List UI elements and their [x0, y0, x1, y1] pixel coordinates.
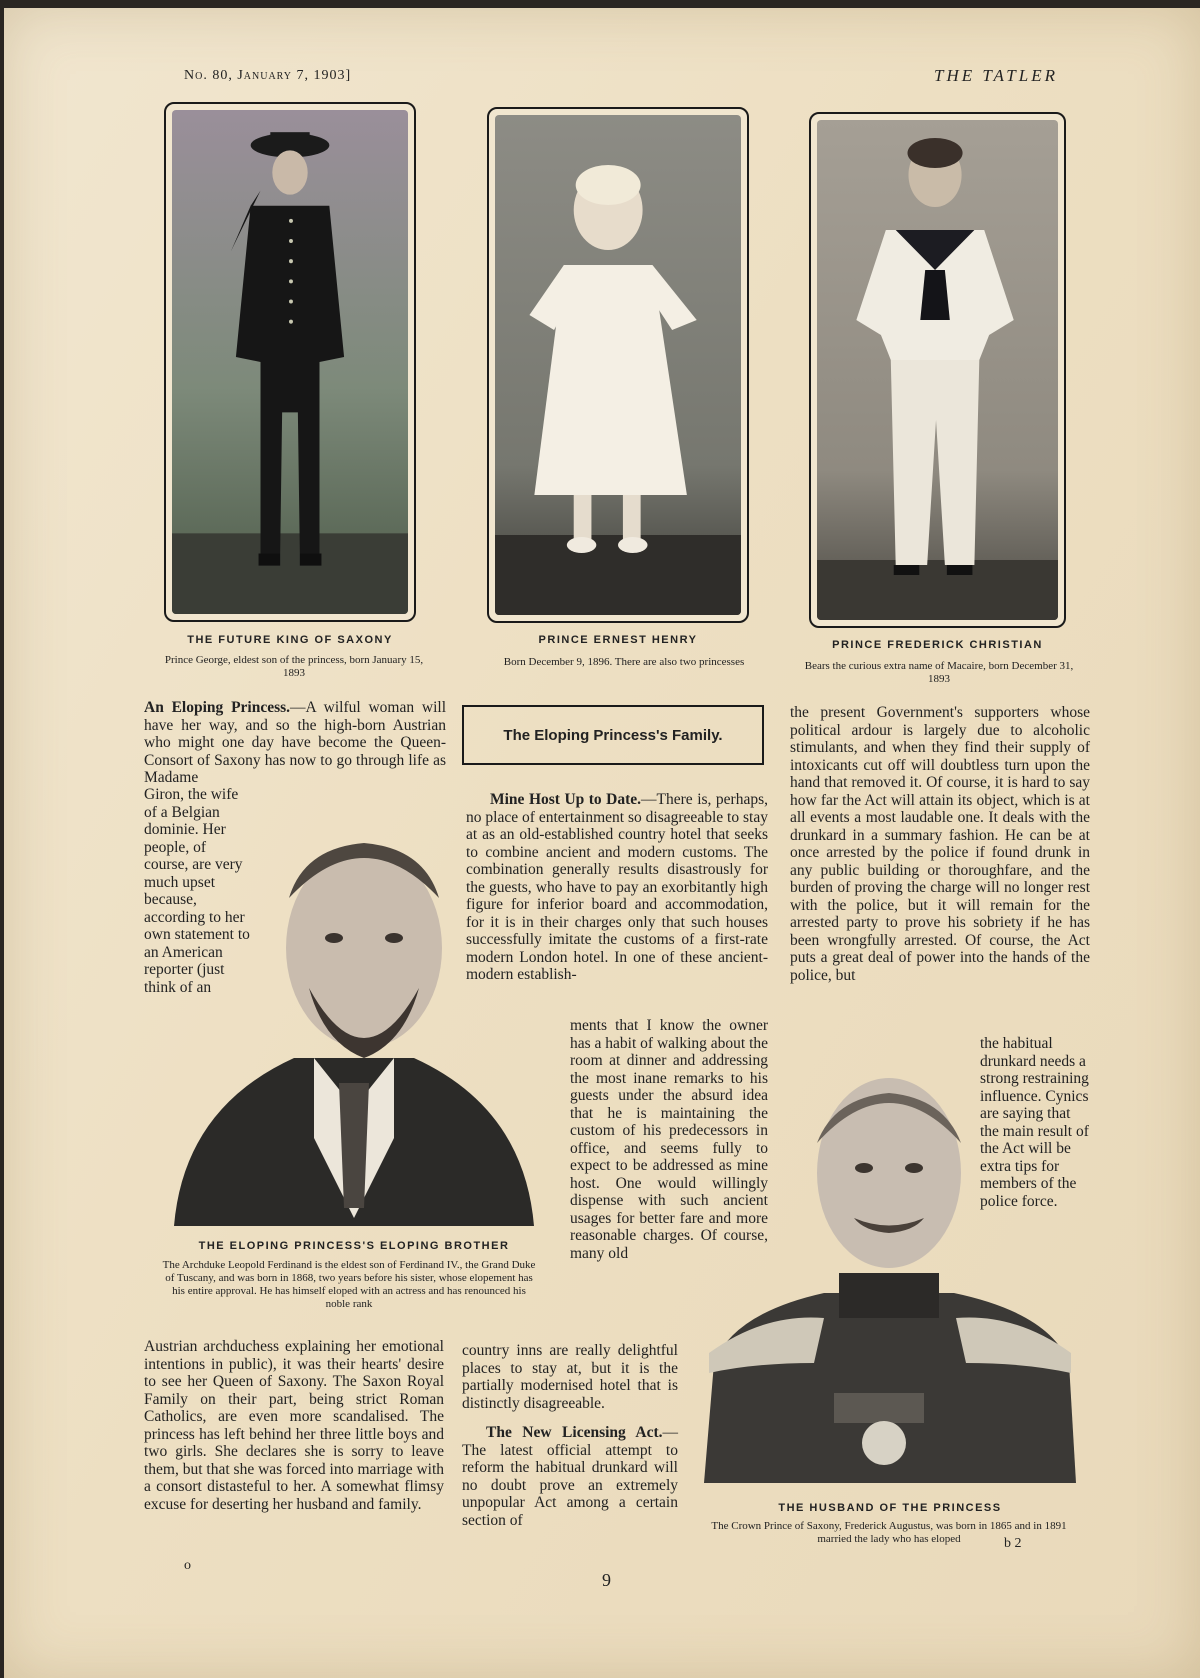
middle-column-bottom	[462, 1342, 678, 1529]
issue-line: No. 80, January 7, 1903]	[184, 68, 352, 83]
magazine-page	[4, 8, 1200, 1678]
middle-para1-a: —There is, perhaps, no place of entertainment so disagreeable to stay at as an old-established country hotel that seeks to combine ancient and modern customs. The combination generally results disastrously for the guests, who have to pay an exorbitantly high figure for inferior board and accommodation, for it is in their charges only that such houses successfully imitate the customs of a first-rate modern London hotel. In one of these ancient-modern establish-	[466, 791, 768, 983]
right-para-b: the habitual drunkard needs a strong restraining influence. Cynics are saying that the main result of the Act will be extra tips for members of the police force.	[980, 1035, 1089, 1210]
left-para2: Austrian archduchess explaining her emotional intentions in public), it was their hearts' desire to see her Queen of Saxony. The Saxon Royal Family on their part, being strict Roman Catholics, are even more scandalised. The princess has left behind her three little boys and two girls. She declares she is sorry to leave them, but that she was forced into marriage with a consort distasteful to her. A somewhat flimsy excuse for deserting her husband and family.	[144, 1338, 445, 1513]
middle-para1-c: country inns are really delightful places to stay at, but it is the partially modernised hotel that is distinctly disagreeable.	[462, 1342, 678, 1412]
signature-mark: b 2	[1004, 1536, 1022, 1551]
portrait-husband	[704, 1063, 1076, 1483]
right-column-top	[790, 704, 1090, 984]
brother-caption: The Archduke Leopold Ferdinand is the eldest son of Ferdinand IV., the Grand Duke of Tuscany, and was born in 1868, two years before his sister, whose elopement has his entire approval. He has himself eloped with an actress and has renounced his noble rank	[162, 1259, 536, 1310]
masthead: THE TATLER	[934, 66, 1058, 85]
photo-prince-ernest	[487, 107, 749, 623]
photo1-caption: Prince George, eldest son of the princess, born January 15, 1893	[164, 654, 424, 679]
middle-para1-b: ments that I know the owner has a habit of walking about the room at dinner and addressing the most inane remarks to his guests under the absurd idea that he is maintaining the custom of his predecessors in office, and seems fully to expect to be addressed as mine host. One would willingly dispense with such ancient usages for better fare and more reasonable charges. Of course, many old	[570, 1017, 769, 1262]
brother-title: THE ELOPING PRINCESS'S ELOPING BROTHER	[198, 1240, 510, 1252]
photo3-caption: Bears the curious extra name of Macaire, born December 31, 1893	[804, 660, 1074, 685]
husband-caption: The Crown Prince of Saxony, Frederick Augustus, was born in 1865 and in 1891 married the lady who has eloped	[711, 1520, 1067, 1545]
right-para-a: the present Government's supporters whose political ardour is largely due to alcoholic stimulants, and when they find their supply of intoxicants cut off will doubtless turn upon the hand that removed it. Of course, it is hard to say how far the Act will attain its object, which is at all events a most laudable one. It deals with the drunkard in a summary fashion. He can be at once arrested by the police if found drunk in any public building or thoroughfare, and the burden of proving the charge will no longer rest with the police, but it will remain for the arrested party to prove his sobriety if he has been wrongfully arrested. Of course, the Act puts a great deal of power into the hands of the police, but	[790, 704, 1090, 984]
left-column-top	[144, 699, 446, 787]
photo-future-king	[164, 102, 416, 622]
photo2-caption: Born December 9, 1896. There are also two princesses	[503, 656, 745, 668]
middle-para2: —The latest official attempt to reform the habitual drunkard will no doubt prove an extremely unpopular Act among a certain section of	[462, 1424, 678, 1529]
section-title-box: The Eloping Princess's Family.	[462, 705, 764, 765]
photo3-title: PRINCE FREDERICK CHRISTIAN	[832, 639, 1043, 651]
mine-host-heading: Mine Host Up to Date.	[490, 791, 642, 808]
middle-column-top	[466, 791, 768, 984]
husband-title: THE HUSBAND OF THE PRINCESS	[778, 1502, 1002, 1514]
left-para1-b: Giron, the wife of a Belgian dominie. Her people, of course, are very much upset because, according to her own statement to an American reporter (just think of an	[144, 786, 250, 996]
photo1-title: THE FUTURE KING OF SAXONY	[187, 634, 393, 646]
eloping-princess-heading: An Eloping Princess.	[144, 699, 291, 716]
left-para1-a: —A wilful woman will have her way, and so the high-born Austrian who might one day have become the Queen-Consort of Saxony has now to go through life as Madame	[144, 699, 446, 786]
photo2-title: PRINCE ERNEST HENRY	[538, 634, 698, 646]
footer-mark: o	[184, 1558, 191, 1573]
photo-prince-frederick	[809, 112, 1066, 628]
page-number: 9	[602, 1570, 611, 1590]
licensing-act-heading: The New Licensing Act.	[486, 1424, 663, 1441]
left-column-bottom	[144, 1338, 444, 1513]
